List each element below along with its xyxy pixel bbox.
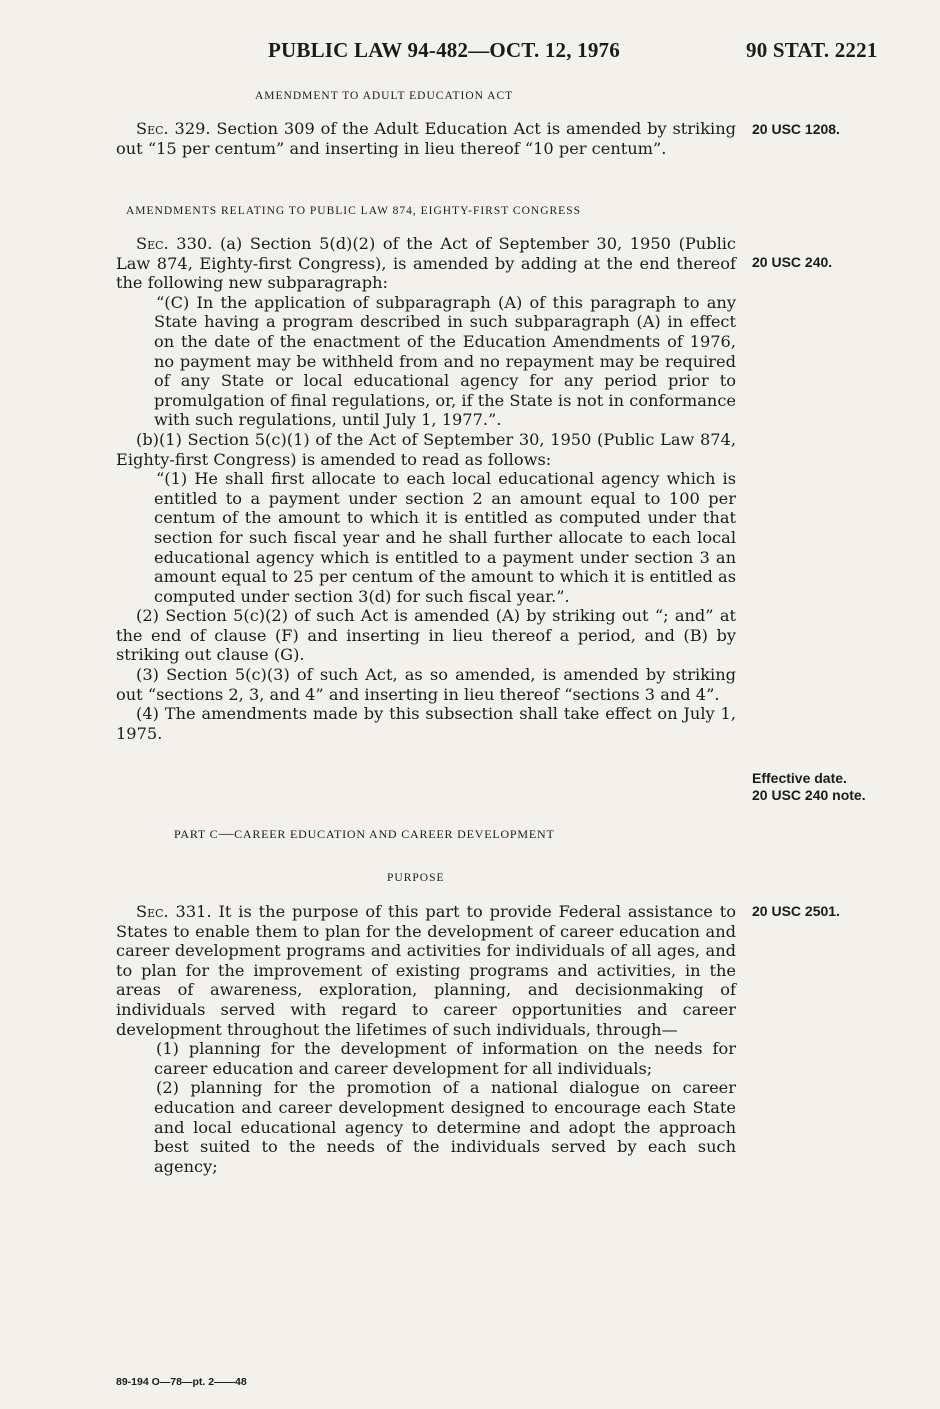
purpose-item-2: (2) planning for the promotion of a national dialogue on career education and career development designed to encourage each State and local educational agency to determine and adopt the approach best suited to the needs of the individuals served by each such agency; bbox=[154, 1078, 736, 1176]
purpose-item-1: (1) planning for the development of information on the needs for career education and career development for all individuals; bbox=[154, 1039, 736, 1078]
margin-note-effective-date: Effective date. bbox=[752, 770, 847, 786]
section-text: It is the purpose of this part to provide Federal assistance to States to enable them to plan for the development of career education and career development programs and activities for individuals of all ages, and to plan for the improvement of existing programs and activities, in the areas of awareness, exploration, planning, and decisionmaking of individuals served with regard to career opportunities and career development throughout the lifetimes of such individuals, through— bbox=[116, 902, 736, 1039]
margin-note-330: 20 USC 240. bbox=[752, 254, 833, 270]
section-number: Sec. 330. bbox=[136, 234, 213, 253]
section-330-body bbox=[116, 234, 736, 743]
margin-note-331: 20 USC 2501. bbox=[752, 903, 840, 919]
subsection-b3: (3) Section 5(c)(3) of such Act, as so amended, is amended by striking out “sections 2, 3, and 4” and inserting in lieu thereof “sections 3 and 4”. bbox=[116, 665, 736, 704]
quote-subparagraph-c: “(C) In the application of subparagraph (A) of this paragraph to any State having a program described in such subparagraph (A) in effect on the date of the enactment of the Education Amendments of 1976, no payment may be withheld from and no repayment may be required of any State or local educational agency for any period prior to promulgation of final regulations, or, if the State is not in conformance with such regulations, until July 1, 1977.”. bbox=[154, 292, 736, 430]
section-329-body bbox=[116, 119, 736, 158]
margin-note-330-note: 20 USC 240 note. bbox=[752, 787, 866, 803]
page-footer: 89-194 O—78—pt. 2——48 bbox=[116, 1376, 247, 1388]
subsection-b1: (b)(1) Section 5(c)(1) of the Act of September 30, 1950 (Public Law 874, Eighty-first Congress) is amended to read as follows: bbox=[116, 429, 736, 469]
section-heading-330: AMENDMENTS RELATING TO PUBLIC LAW 874, EIGHTY-FIRST CONGRESS bbox=[126, 205, 581, 217]
section-number: Sec. 329. bbox=[136, 119, 211, 138]
part-label: PART C bbox=[174, 827, 219, 841]
quote-paragraph-1: “(1) He shall first allocate to each local educational agency which is entitled to a payment under section 2 an amount equal to 100 per centum of the amount to which it is entitled as computed under that section for such fiscal year and he shall further allocate to each local educational agency which is entitled to a payment under section 3 an amount equal to 25 per centum of the amount to which it is entitled as computed under section 3(d) for such fiscal year.”. bbox=[154, 469, 736, 606]
margin-note-329: 20 USC 1208. bbox=[752, 121, 840, 137]
section-heading-329: AMENDMENT TO ADULT EDUCATION ACT bbox=[255, 90, 514, 102]
section-text: Section 309 of the Adult Education Act is amended by striking out “15 per centum” and inserting in lieu thereof “10 per centum”. bbox=[116, 119, 736, 158]
subsection-b2: (2) Section 5(c)(2) of such Act is amended (A) by striking out “; and” at the end of clause (F) and inserting in lieu thereof a period, and (B) by striking out clause (G). bbox=[116, 606, 736, 665]
subsection-b4: (4) The amendments made by this subsection shall take effect on July 1, 1975. bbox=[116, 704, 736, 743]
part-title: CAREER EDUCATION AND CAREER DEVELOPMENT bbox=[234, 827, 555, 841]
page-header-stat: 90 STAT. 2221 bbox=[746, 38, 878, 62]
section-heading-331: PURPOSE bbox=[387, 872, 445, 884]
part-c-heading bbox=[174, 826, 555, 843]
subsection-a: (a) Section 5(d)(2) of the Act of September 30, 1950 (Public Law 874, Eighty-first Congress), is amended by adding at the end thereof the following new subparagraph: bbox=[116, 234, 736, 293]
part-dash: — bbox=[218, 826, 235, 842]
page-header-title: PUBLIC LAW 94-482—OCT. 12, 1976 bbox=[268, 38, 620, 62]
section-number: Sec. 331. bbox=[136, 902, 212, 921]
section-331-body bbox=[116, 902, 736, 1176]
